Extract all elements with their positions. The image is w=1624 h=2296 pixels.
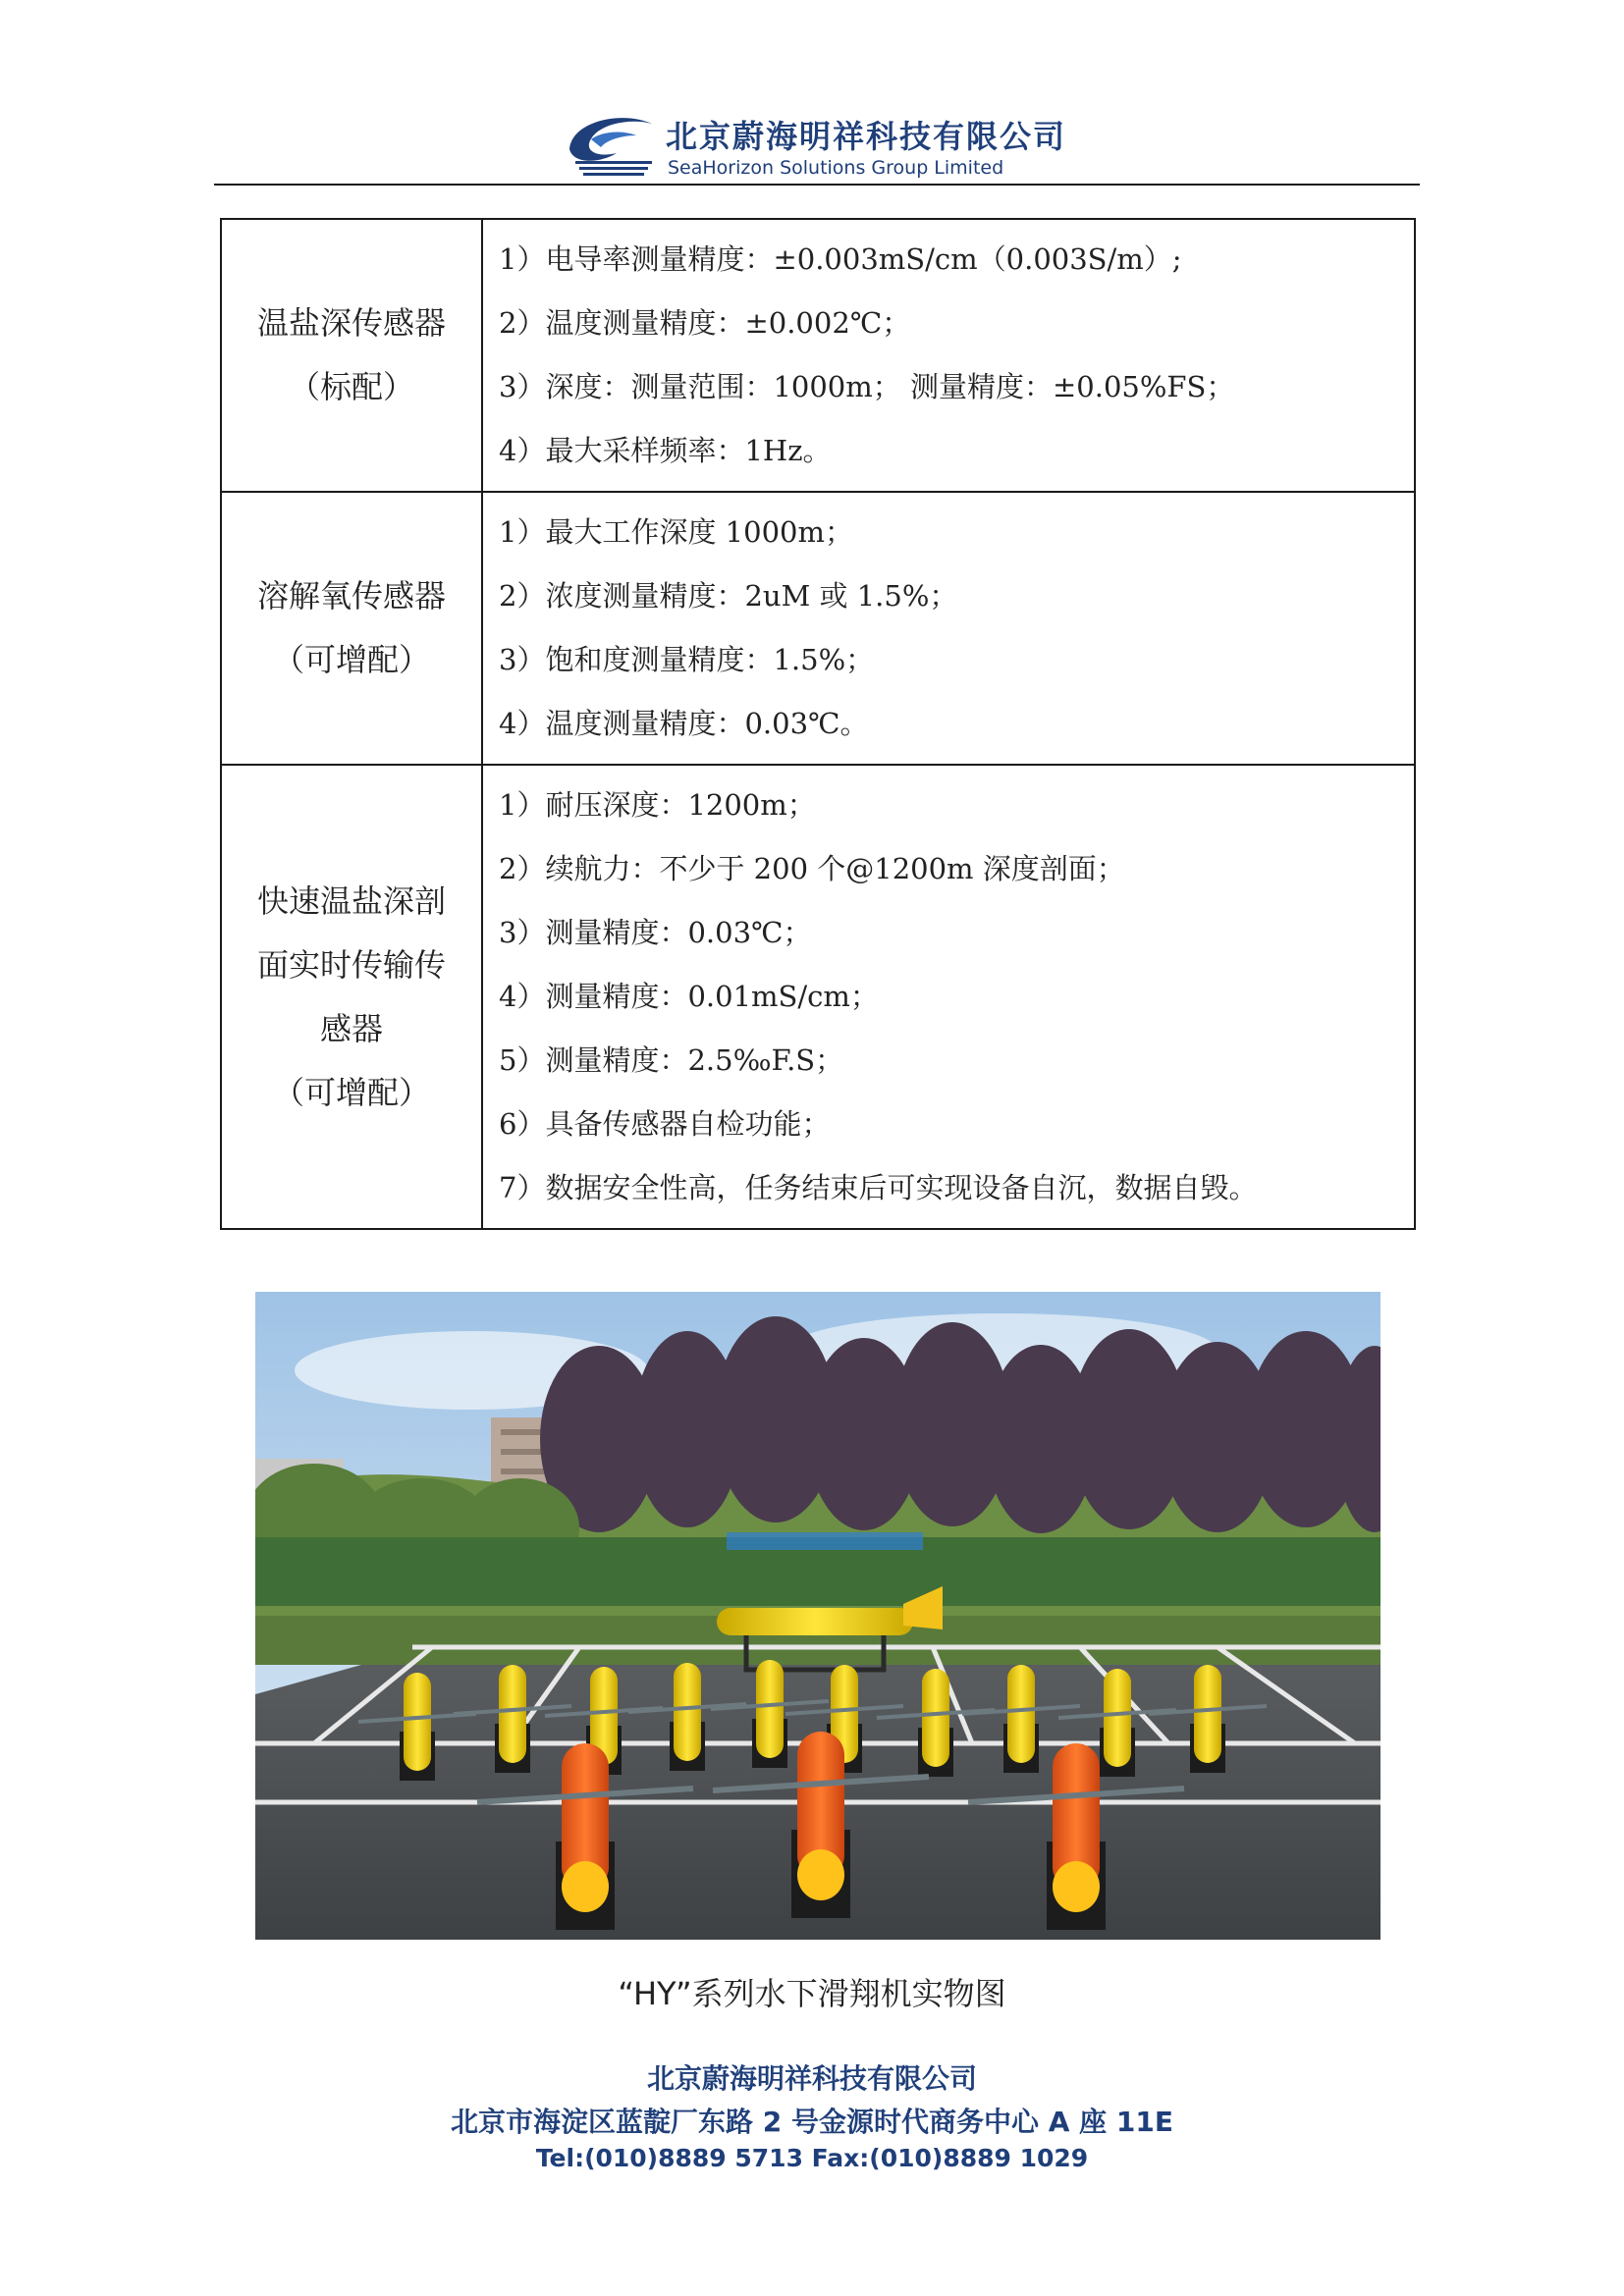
spec-item: 1）耐压深度：1200m； [499, 788, 816, 822]
sensor-spec-table [220, 218, 1416, 1230]
sensor-spec-cell [482, 765, 1415, 1229]
spec-item: 3）饱和度测量精度：1.5%； [499, 643, 875, 676]
spec-item: 2）浓度测量精度：2uM 或 1.5%； [499, 579, 958, 613]
spec-item: 1）最大工作深度 1000m； [499, 515, 853, 549]
spec-item: 5）测量精度：2.5‰F.S； [499, 1043, 844, 1077]
table-row [221, 492, 1415, 765]
table-row [221, 219, 1415, 492]
sensor-label-cell [221, 492, 482, 765]
sensor-label-line: 溶解氧传感器 [256, 577, 446, 614]
footer-contact: Tel:(010)8889 5713 Fax:(010)8889 1029 [535, 2144, 1089, 2172]
sensor-spec-cell [482, 219, 1415, 492]
sensor-spec-cell [482, 492, 1415, 765]
header-divider [214, 184, 1420, 186]
spec-item: 3）深度：测量范围：1000m； 测量精度：±0.05%FS； [499, 370, 1235, 403]
footer-address: 北京市海淀区蓝靛厂东路 2 号金源时代商务中心 A 座 11E [451, 2106, 1173, 2138]
spec-item: 4）测量精度：0.01mS/cm； [499, 980, 879, 1013]
page-header [0, 0, 1624, 187]
footer-company-name: 北京蔚海明祥科技有限公司 [646, 2062, 977, 2095]
table-row [221, 765, 1415, 1229]
glider-photo-illustration [255, 1292, 1380, 1940]
spec-item: 3）测量精度：0.03℃； [499, 916, 812, 949]
photo-caption: “HY”系列水下滑翔机实物图 [618, 1975, 1006, 2012]
spec-item: 7）数据安全性高，任务结束后可实现设备自沉，数据自毁。 [499, 1171, 1258, 1204]
sensor-label-line: 快速温盐深剖 [256, 881, 446, 920]
sensor-label-line: （标配） [288, 368, 414, 405]
sensor-label-line: 面实时传输传 [256, 945, 446, 984]
glider-photo [255, 1292, 1380, 1940]
sensor-label-line: （可增配） [272, 641, 430, 678]
sensor-label-line: （可增配） [272, 1073, 430, 1111]
company-name-en: SeaHorizon Solutions Group Limited [668, 157, 1004, 179]
sensor-label-cell [221, 219, 482, 492]
sensor-label-line: 感器 [319, 1009, 383, 1047]
company-name-cn: 北京蔚海明祥科技有限公司 [666, 118, 1067, 155]
company-logo-icon [562, 110, 660, 181]
spec-item: 1）电导率测量精度：±0.003mS/cm（0.003S/m）; [499, 242, 1182, 276]
spec-item: 6）具备传感器自检功能； [499, 1107, 831, 1141]
spec-item: 4）最大采样频率：1Hz。 [499, 434, 832, 467]
spec-item: 2）续航力：不少于 200 个@1200m 深度剖面； [499, 852, 1125, 885]
spec-item: 2）温度测量精度：±0.002℃； [499, 306, 911, 340]
spec-item: 4）温度测量精度：0.03℃。 [499, 707, 869, 740]
sensor-label-cell [221, 765, 482, 1229]
sensor-label-line: 温盐深传感器 [256, 304, 446, 342]
